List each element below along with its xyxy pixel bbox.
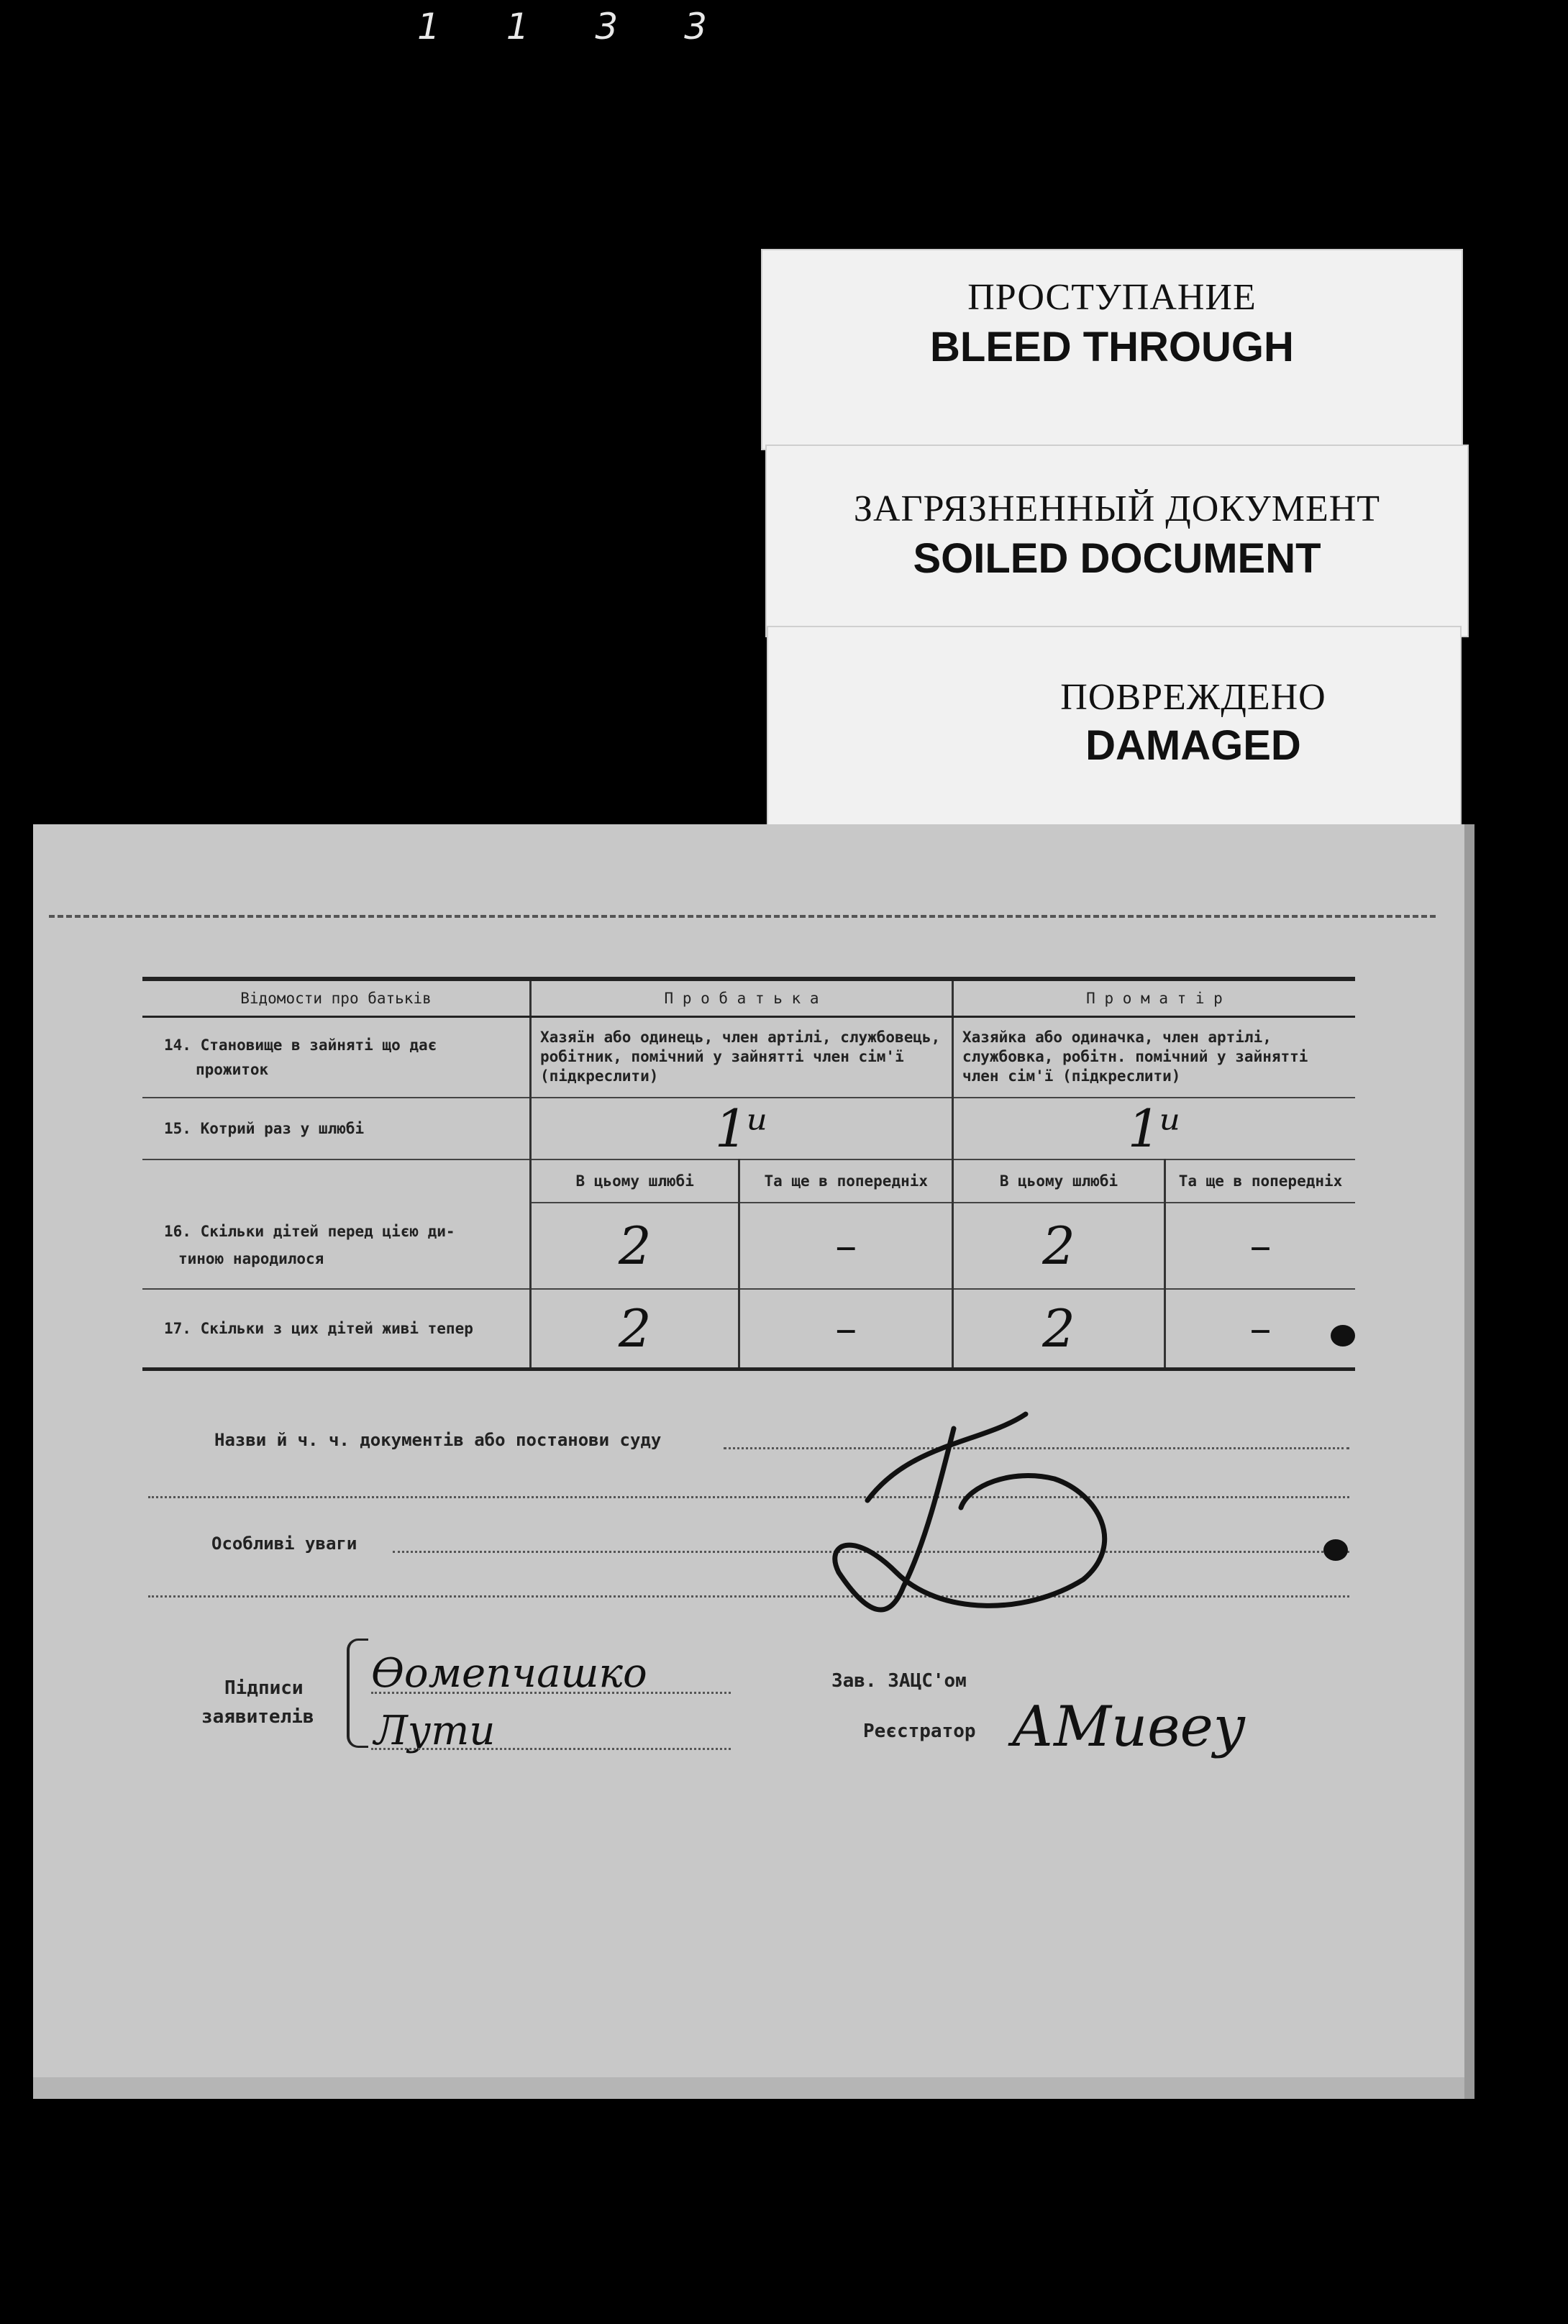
target-label-en: SOILED DOCUMENT [913, 535, 1321, 582]
sub-header-previous: Та ще в попередніх [739, 1159, 953, 1203]
row-17-mother-this: 2 [953, 1289, 1165, 1370]
target-damaged [767, 626, 1462, 844]
head-label: Зав. ЗАЦС'ом [831, 1670, 967, 1692]
row-16-father-previous: – [739, 1203, 953, 1289]
damage-hole [1331, 1325, 1355, 1346]
row-17-label: 17. Скільки з цих дітей живі тепер [142, 1289, 531, 1370]
signature-line-2 [371, 1748, 731, 1750]
applicant-signature-1: Ѳомепчашко [371, 1650, 647, 1697]
target-bleed-through [761, 249, 1463, 450]
signatures-label-2: заявителів [201, 1706, 314, 1728]
registrar-signature: АМивеу [1011, 1695, 1246, 1759]
documents-line-2 [148, 1496, 1349, 1498]
row-17-mother-previous: – [1165, 1289, 1356, 1370]
row-16-label: 16. Скільки дітей перед цією ди- тиною народилося [142, 1203, 531, 1289]
header-info: Відомости про батьків [142, 979, 531, 1017]
row-16-label-top [142, 1159, 531, 1203]
record-sheet [33, 824, 1474, 2099]
registrar-label: Реєстратор [863, 1721, 976, 1742]
row-16-mother-this: 2 [953, 1203, 1165, 1289]
special-notes-label: Особливі уваги [211, 1534, 357, 1554]
sub-header-this-marriage: В цьому шлюбі [531, 1159, 739, 1203]
signature-line-1 [371, 1692, 731, 1694]
special-notes-line-2 [148, 1595, 1349, 1598]
perforation-line [49, 915, 1436, 918]
row-14-father-option: Хазяїн або одинець, член артілі, службовець, робітник, помічний у зайнятті член сім'ї (підкреслити) [531, 1017, 953, 1098]
row-15-father-value: 1ᵘ [531, 1098, 953, 1159]
target-soiled-document [765, 445, 1469, 637]
sub-header-previous: Та ще в попередніх [1165, 1159, 1356, 1203]
header-mother: П р о м а т і р [953, 979, 1356, 1017]
row-16-father-this: 2 [531, 1203, 739, 1289]
row-17-father-this: 2 [531, 1289, 739, 1370]
row-16-mother-previous: – [1165, 1203, 1356, 1289]
parents-info-table [142, 977, 1355, 1371]
applicant-signature-2: Лути [374, 1708, 496, 1754]
documents-label: Назви й ч. ч. документів або постанови суду [214, 1430, 662, 1450]
header-father: П р о б а т ь к а [531, 979, 953, 1017]
sub-header-this-marriage: В цьому шлюбі [953, 1159, 1165, 1203]
target-label-ru: ЗАГРЯЗНЕННЫЙ ДОКУМЕНТ [853, 488, 1381, 529]
signatures-bracket [347, 1639, 368, 1748]
target-label-ru: ПОВРЕЖДЕНО [1060, 677, 1326, 718]
signatures-label: Підписи [224, 1677, 304, 1699]
row-14-label: 14. Становище в зайняті що дає прожиток [142, 1017, 531, 1098]
strike-mark [796, 1400, 1141, 1644]
row-14-mother-option: Хазяйка або одиначка, член артілі, службовка, робітн. помічний у зайнятті член сім'ї (підкреслити) [953, 1017, 1356, 1098]
damage-hole [1323, 1539, 1348, 1561]
target-label-ru: ПРОСТУПАНИЕ [967, 277, 1257, 318]
row-15-mother-value: 1ᵘ [953, 1098, 1356, 1159]
row-17-father-previous: – [739, 1289, 953, 1370]
film-frame-number: 1 1 3 3 [417, 6, 734, 47]
row-15-label: 15. Котрий раз у шлюбі [142, 1098, 531, 1159]
target-label-en: BLEED THROUGH [930, 324, 1294, 370]
target-label-en: DAMAGED [1085, 722, 1301, 769]
